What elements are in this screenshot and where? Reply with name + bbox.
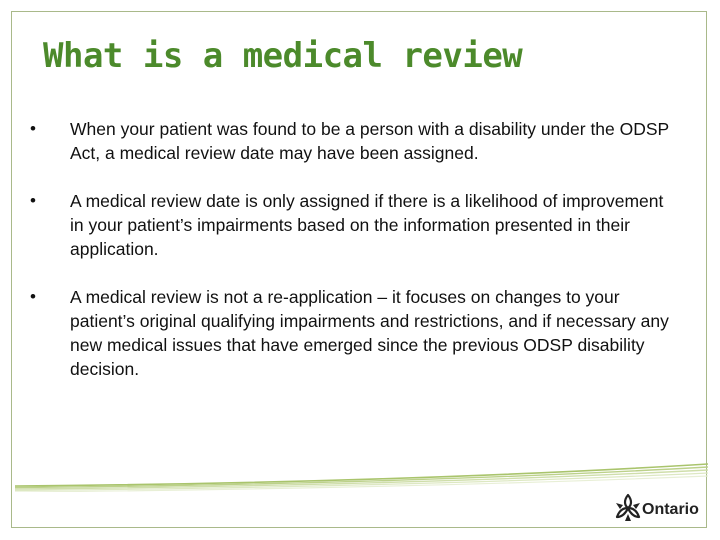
ontario-logo-text: Ontario — [642, 501, 699, 518]
footer-swoosh-decoration — [15, 458, 708, 492]
list-item — [30, 189, 680, 261]
ontario-logo — [608, 489, 704, 529]
bullet-symbol: • — [30, 287, 36, 306]
list-item — [30, 285, 680, 381]
bullet-text: When your patient was found to be a person with a disability under the ODSP Act, a medical review date may have been assigned. — [70, 119, 669, 163]
bullet-text: A medical review date is only assigned if there is a likelihood of improvement in your patient’s impairments based on the information presented in their application. — [70, 191, 664, 259]
slide-title: What is a medical review — [43, 36, 523, 76]
list-item — [30, 117, 680, 165]
bullet-list — [30, 117, 680, 405]
bullet-symbol: • — [30, 191, 36, 210]
bullet-text: A medical review is not a re-application – it focuses on changes to your patient’s original qualifying impairments and restrictions, and if necessary any new medical issues that have emerged since the previous ODSP disability decision. — [70, 287, 669, 379]
bullet-symbol: • — [30, 119, 36, 138]
trillium-icon — [611, 491, 645, 525]
